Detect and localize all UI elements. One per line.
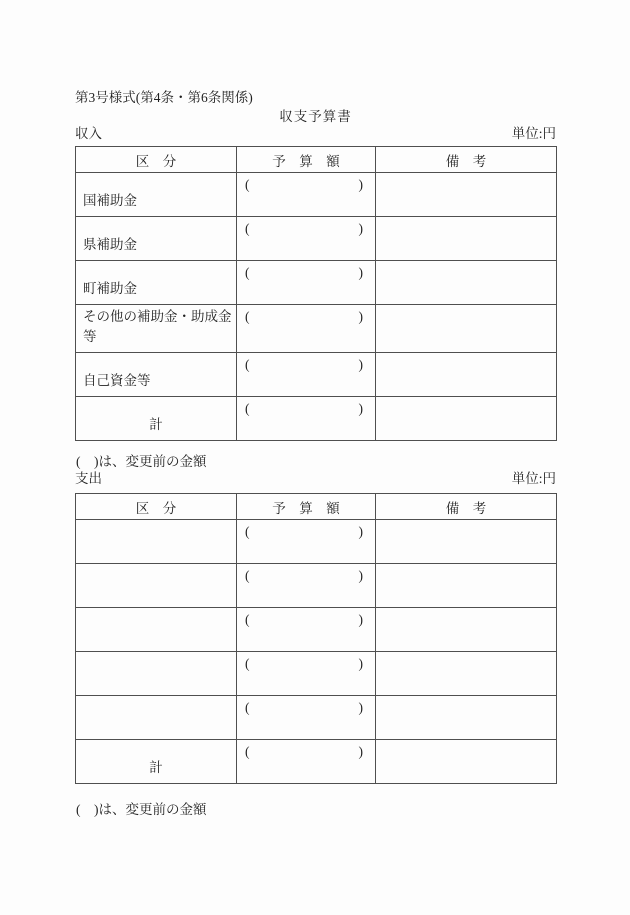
income-section-label: 収入 xyxy=(75,126,102,141)
budget-parens xyxy=(237,217,375,237)
budget-parens xyxy=(237,652,375,672)
budget-cell xyxy=(237,353,376,397)
form-number: 第3号様式(第4条・第6条関係) xyxy=(75,90,253,105)
remarks-cell xyxy=(376,740,557,784)
expenditure-section-label: 支出 xyxy=(75,471,102,486)
table-row xyxy=(76,652,557,696)
column-header-budget: 予 算 額 xyxy=(237,147,376,173)
category-label: 町補助金 xyxy=(83,281,137,296)
table-row xyxy=(76,173,557,217)
column-header-budget: 予 算 額 xyxy=(237,494,376,520)
category-cell xyxy=(76,353,237,397)
expenditure-section-line xyxy=(75,467,556,487)
expenditure-table xyxy=(75,493,557,784)
remarks-cell xyxy=(376,217,557,261)
remarks-cell xyxy=(376,397,557,441)
remarks-cell xyxy=(376,652,557,696)
income-note: ( )は、変更前の金額 xyxy=(76,454,207,469)
category-cell xyxy=(76,564,237,608)
paren-close: ) xyxy=(358,612,363,627)
budget-parens xyxy=(237,696,375,716)
table-row xyxy=(76,353,557,397)
budget-cell xyxy=(237,652,376,696)
budget-parens xyxy=(237,397,375,417)
budget-cell xyxy=(237,397,376,441)
category-label: 国補助金 xyxy=(83,193,137,208)
paren-close: ) xyxy=(358,309,363,324)
remarks-cell xyxy=(376,564,557,608)
budget-parens xyxy=(237,353,375,373)
paren-close: ) xyxy=(358,221,363,236)
paren-open: ( xyxy=(245,524,250,539)
income-table-header-row xyxy=(76,147,557,173)
budget-parens xyxy=(237,173,375,193)
category-cell xyxy=(76,608,237,652)
category-label: 県補助金 xyxy=(83,237,137,252)
expenditure-unit-label: 単位:円 xyxy=(511,471,556,486)
table-row-total xyxy=(76,397,557,441)
budget-cell xyxy=(237,261,376,305)
expenditure-note: ( )は、変更前の金額 xyxy=(76,802,207,817)
budget-cell xyxy=(237,740,376,784)
paren-close: ) xyxy=(358,401,363,416)
budget-cell xyxy=(237,696,376,740)
category-label: 自己資金等 xyxy=(83,373,151,388)
paren-close: ) xyxy=(358,700,363,715)
remarks-cell xyxy=(376,305,557,353)
category-label: その他の補助金・助成金等 xyxy=(83,309,232,344)
paren-close: ) xyxy=(358,524,363,539)
table-row xyxy=(76,608,557,652)
table-row xyxy=(76,305,557,353)
remarks-cell xyxy=(376,353,557,397)
remarks-cell xyxy=(376,261,557,305)
budget-cell xyxy=(237,217,376,261)
category-cell xyxy=(76,305,237,353)
table-row-total xyxy=(76,740,557,784)
total-label: 計 xyxy=(149,760,163,775)
paren-open: ( xyxy=(245,700,250,715)
paren-close: ) xyxy=(358,177,363,192)
category-cell xyxy=(76,173,237,217)
remarks-cell xyxy=(376,608,557,652)
table-row xyxy=(76,564,557,608)
paren-open: ( xyxy=(245,568,250,583)
budget-parens xyxy=(237,261,375,281)
paren-open: ( xyxy=(245,744,250,759)
category-cell-total xyxy=(76,740,237,784)
remarks-cell xyxy=(376,520,557,564)
remarks-cell xyxy=(376,696,557,740)
paren-open: ( xyxy=(245,177,250,192)
income-unit-label: 単位:円 xyxy=(511,126,556,141)
paren-open: ( xyxy=(245,612,250,627)
column-header-category: 区 分 xyxy=(76,147,237,173)
table-row xyxy=(76,520,557,564)
table-row xyxy=(76,696,557,740)
budget-parens xyxy=(237,564,375,584)
paren-close: ) xyxy=(358,656,363,671)
budget-cell xyxy=(237,564,376,608)
table-row xyxy=(76,261,557,305)
budget-cell xyxy=(237,608,376,652)
remarks-cell xyxy=(376,173,557,217)
category-cell xyxy=(76,520,237,564)
income-table xyxy=(75,146,557,441)
paren-open: ( xyxy=(245,221,250,236)
budget-cell xyxy=(237,173,376,217)
budget-parens xyxy=(237,305,375,325)
paren-open: ( xyxy=(245,656,250,671)
column-header-remarks: 備 考 xyxy=(376,494,557,520)
category-cell xyxy=(76,696,237,740)
paren-open: ( xyxy=(245,357,250,372)
budget-cell xyxy=(237,305,376,353)
table-row xyxy=(76,217,557,261)
total-label: 計 xyxy=(149,417,163,432)
paren-open: ( xyxy=(245,265,250,280)
category-cell-total xyxy=(76,397,237,441)
paren-open: ( xyxy=(245,401,250,416)
expenditure-table-header-row xyxy=(76,494,557,520)
budget-parens xyxy=(237,740,375,760)
income-section-line xyxy=(75,122,556,142)
paren-close: ) xyxy=(358,744,363,759)
paren-close: ) xyxy=(358,357,363,372)
page-title: 収支予算書 xyxy=(279,109,352,124)
paren-close: ) xyxy=(358,568,363,583)
paren-close: ) xyxy=(358,265,363,280)
column-header-remarks: 備 考 xyxy=(376,147,557,173)
budget-cell xyxy=(237,520,376,564)
column-header-category: 区 分 xyxy=(76,494,237,520)
category-cell xyxy=(76,217,237,261)
category-cell xyxy=(76,261,237,305)
category-cell xyxy=(76,652,237,696)
paren-open: ( xyxy=(245,309,250,324)
budget-parens xyxy=(237,608,375,628)
budget-parens xyxy=(237,520,375,540)
